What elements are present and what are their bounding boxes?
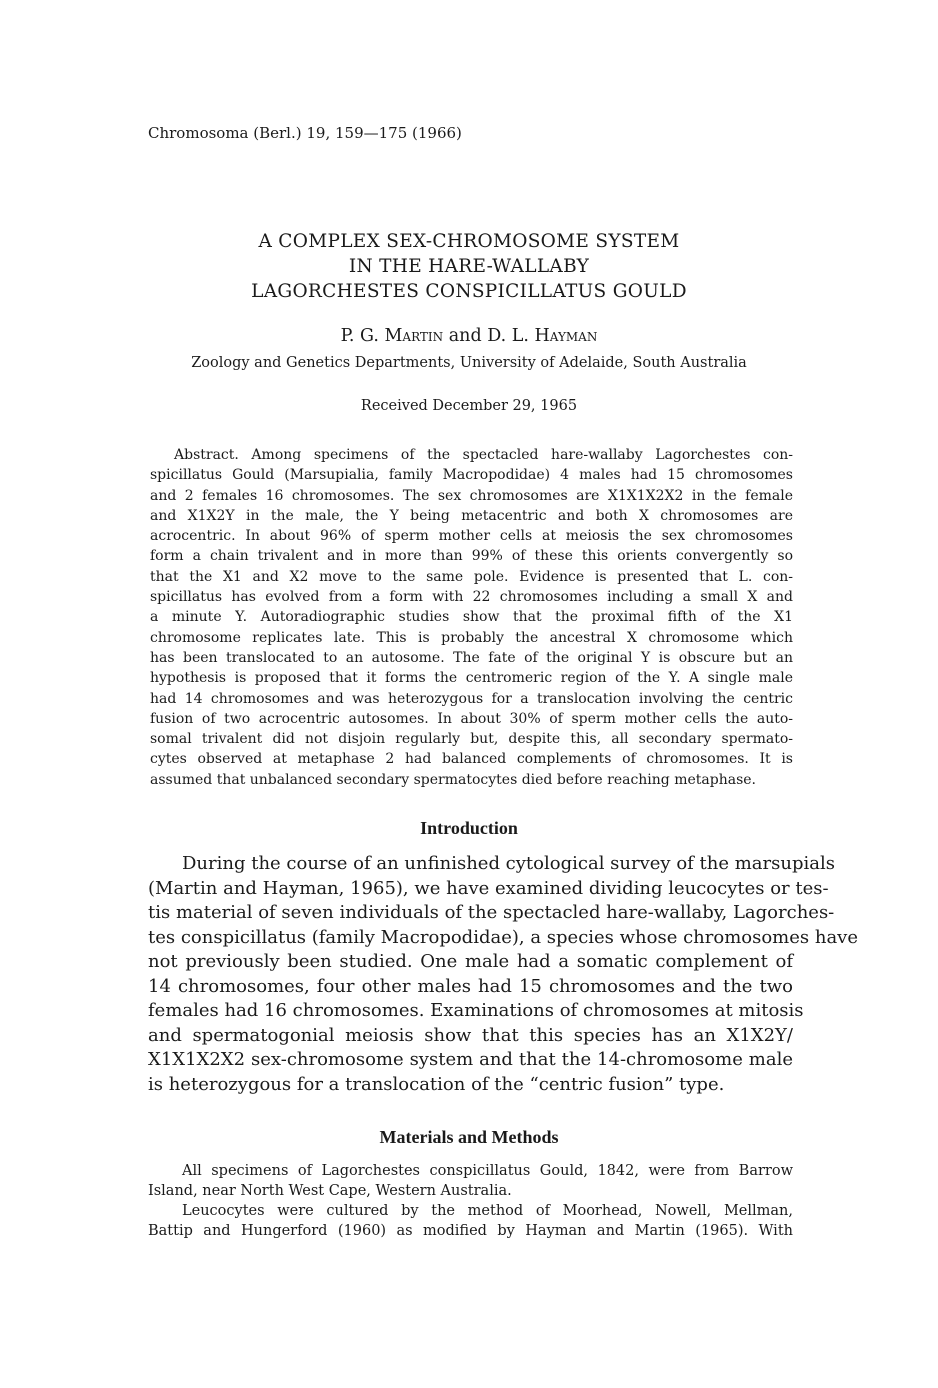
abstract-line: hypothesis is proposed that it forms the centromeric region of the Y. A single male (150, 670, 793, 687)
introduction-heading: Introduction (420, 818, 518, 838)
abstract-line: that the X1 and X2 move to the same pole. Evidence is presented that L. con- (150, 568, 793, 585)
introduction-line: tes conspicillatus (family Macropodidae), a species whose chromosomes have (148, 926, 859, 948)
introduction-line: females had 16 chromosomes. Examinations of chromosomes at mitosis (148, 1000, 804, 1021)
received-date: Received December 29, 1965 (360, 398, 578, 414)
introduction-line: X1X1X2X2 sex-chromosome system and that the 14-chromosome male (148, 1049, 793, 1070)
introduction-line: tis material of seven individuals of the spectacled hare-wallaby, Lagorches- (148, 902, 835, 923)
title-line-1: A COMPLEX SEX-CHROMOSOME SYSTEM (258, 231, 680, 252)
materials-methods-line: Island, near North West Cape, Western Australia. (148, 1183, 512, 1199)
abstract-line: cytes observed at metaphase 2 had balanced complements of chromosomes. It is (150, 751, 793, 768)
abstract-line: somal trivalent did not disjoin regularly but, despite this, all secondary spermato- (150, 731, 793, 748)
materials-methods-line: Leucocytes were cultured by the method of Moorhead, Nowell, Mellman, (182, 1203, 793, 1219)
introduction-line: not previously been studied. One male had a somatic complement of (148, 951, 793, 972)
introduction-text (148, 852, 859, 1097)
materials-methods-text (148, 1161, 793, 1241)
abstract-line: Abstract. Among specimens of the spectacled hare-wallaby Lagorchestes con- (174, 447, 793, 463)
abstract-line: has been translocated to an autosome. The fate of the original Y is obscure but an (150, 649, 793, 666)
abstract-line: and X1X2Y in the male, the Y being metacentric and both X chromosomes are (150, 507, 793, 524)
abstract (150, 445, 793, 790)
abstract-line: chromosome replicates late. This is probably the ancestral X chromosome which (150, 629, 793, 646)
introduction-line: is heterozygous for a translocation of the “centric fusion” type. (148, 1073, 725, 1095)
abstract-line: assumed that unbalanced secondary spermatocytes died before reaching metaphase. (150, 771, 756, 788)
abstract-line: acrocentric. In about 96% of sperm mother cells at meiosis the sex chromosomes (150, 528, 793, 545)
paper-title (0, 229, 938, 304)
materials-methods-line: All specimens of Lagorchestes conspicillatus Gould, 1842, were from Barrow (182, 1163, 793, 1179)
abstract-line: form a chain trivalent and in more than 99% of these this orients convergently so (150, 548, 793, 565)
author1-initials: P. G. (340, 326, 379, 346)
author1-surname: Martin (384, 326, 444, 346)
abstract-line: spicillatus has evolved from a form with 22 chromosomes including a small X and (150, 589, 793, 606)
materials-methods-line: Battip and Hungerford (1960) as modified by Hayman and Martin (1965). With (148, 1223, 793, 1239)
title-line-2: IN THE HARE-WALLABY (348, 256, 590, 277)
author-conjunction: and (448, 326, 482, 346)
abstract-line: fusion of two acrocentric autosomes. In about 30% of sperm mother cells the auto- (150, 710, 793, 727)
introduction-line: 14 chromosomes, four other males had 15 chromosomes and the two (148, 975, 793, 997)
author2-surname: Hayman (534, 326, 598, 346)
abstract-line: a minute Y. Autoradiographic studies show that the proximal fifth of the X1 (150, 609, 793, 626)
introduction-line: (Martin and Hayman, 1965), we have examined dividing leucocytes or tes- (148, 877, 829, 899)
abstract-line: and 2 females 16 chromosomes. The sex chromosomes are X1X1X2X2 in the female (150, 487, 793, 504)
introduction-line: and spermatogonial meiosis show that this species has an X1X2Y/ (148, 1024, 793, 1046)
abstract-line: spicillatus Gould (Marsupialia, family Macropodidae) 4 males had 15 chromosomes (150, 467, 793, 484)
author-line (0, 326, 938, 346)
affiliation: Zoology and Genetics Departments, University of Adelaide, South Australia (191, 355, 747, 371)
author2-initials: D. L. (487, 326, 529, 346)
materials-methods-heading: Materials and Methods (379, 1127, 559, 1147)
introduction-line: During the course of an unfinished cytological survey of the marsupials (182, 853, 835, 874)
journal-reference: Chromosoma (Berl.) 19, 159—175 (1966) (148, 124, 462, 142)
abstract-line: had 14 chromosomes and was heterozygous for a translocation involving the centric (150, 690, 793, 707)
title-line-3: LAGORCHESTES CONSPICILLATUS GOULD (251, 281, 687, 302)
